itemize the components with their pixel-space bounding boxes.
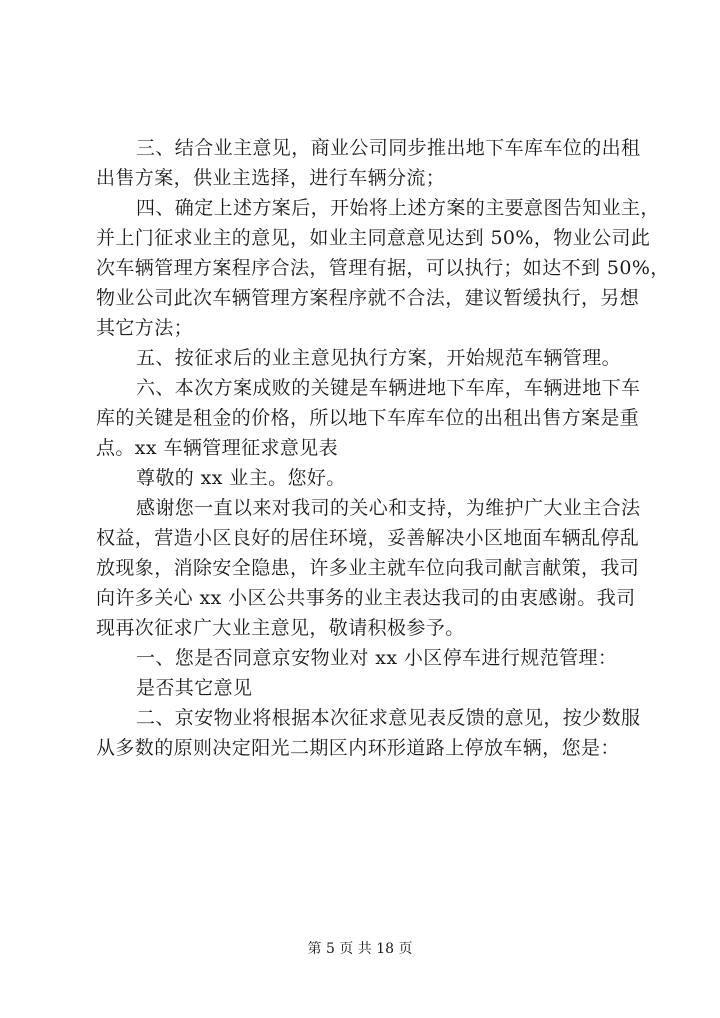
text-line: 其它方法； <box>96 317 194 339</box>
text-line: 并上门征求业主的意见，如业主同意意见达到 50%，物业公司此 <box>96 227 651 249</box>
text-line: 次车辆管理方案程序合法，管理有据，可以执行；如达不到 50%， <box>96 257 670 279</box>
text-line: 感谢您一直以来对我司的关心和支持，为维护广大业主合法 <box>136 497 641 519</box>
text-line: 尊敬的 xx 业主。您好。 <box>136 467 346 489</box>
text-line: 放现象，消除安全隐患，许多业主就车位向我司献言献策，我司 <box>96 557 640 579</box>
text-line: 出售方案，供业主选择，进行车辆分流； <box>96 167 446 189</box>
text-line: 现再次征求广大业主意见，敬请积极参予。 <box>96 617 465 639</box>
body-text <box>96 133 670 763</box>
text-line: 是否其它意见 <box>136 677 253 699</box>
page-number-footer: 第 5 页 共 18 页 <box>307 941 413 957</box>
text-line: 四、确定上述方案后，开始将上述方案的主要意图告知业主， <box>136 197 660 219</box>
text-line: 从多数的原则决定阳光二期区内环形道路上停放车辆，您是： <box>96 737 620 759</box>
text-line: 三、结合业主意见，商业公司同步推出地下车库车位的出租 <box>136 137 641 159</box>
text-line: 一、您是否同意京安物业对 xx 小区停车进行规范管理： <box>136 647 618 669</box>
text-line: 二、京安物业将根据本次征求意见表反馈的意见，按少数服 <box>136 707 641 729</box>
text-line: 权益，营造小区良好的居住环境，妥善解决小区地面车辆乱停乱 <box>96 527 640 549</box>
text-line: 五、按征求后的业主意见执行方案，开始规范车辆管理。 <box>136 347 622 369</box>
text-line: 点。xx 车辆管理征求意见表 <box>96 437 339 459</box>
text-line: 库的关键是租金的价格，所以地下车库车位的出租出售方案是重 <box>96 407 640 429</box>
text-line: 向许多关心 xx 小区公共事务的业主表达我司的由衷感谢。我司 <box>96 587 636 609</box>
text-line: 六、本次方案成败的关键是车辆进地下车库，车辆进地下车 <box>136 377 641 399</box>
text-line: 物业公司此次车辆管理方案程序就不合法，建议暂缓执行，另想 <box>96 287 640 309</box>
